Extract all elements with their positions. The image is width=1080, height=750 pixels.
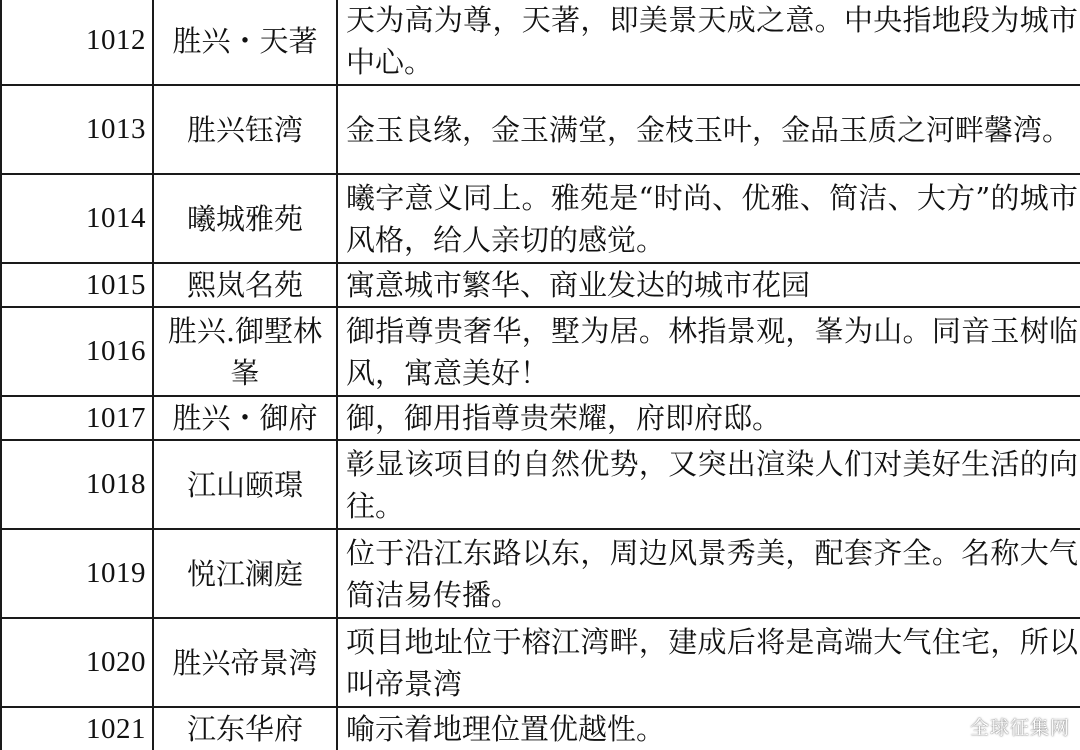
entry-number: 1018 [1, 440, 153, 529]
entry-name: 胜兴・御府 [153, 396, 337, 440]
entry-name: 江东华府 [153, 707, 337, 750]
entry-name: 曦城雅苑 [153, 174, 337, 263]
table-row [1, 707, 1080, 750]
entry-number: 1013 [1, 85, 153, 174]
entry-description: 喻示着地理位置优越性。 [337, 707, 1080, 750]
entry-name: 胜兴钰湾 [153, 85, 337, 174]
table-row [1, 307, 1080, 396]
entry-description: 彰显该项目的自然优势，又突出渲染人们对美好生活的向往。 [337, 440, 1080, 529]
entry-number: 1020 [1, 618, 153, 707]
entry-number: 1016 [1, 307, 153, 396]
entry-number: 1019 [1, 529, 153, 618]
table-row [1, 618, 1080, 707]
entry-description: 金玉良缘，金玉满堂，金枝玉叶，金品玉质之河畔馨湾。 [337, 85, 1080, 174]
entry-number: 1012 [1, 0, 153, 85]
table-row [1, 396, 1080, 440]
table-row [1, 174, 1080, 263]
entry-name: 熙岚名苑 [153, 263, 337, 307]
entry-name: 悦江澜庭 [153, 529, 337, 618]
entry-number: 1021 [1, 707, 153, 750]
entry-name: 江山颐璟 [153, 440, 337, 529]
table-row [1, 85, 1080, 174]
table-row [1, 440, 1080, 529]
entry-description: 御，御用指尊贵荣耀，府即府邸。 [337, 396, 1080, 440]
watermark: 全球征集网 [969, 717, 1070, 739]
entry-number: 1014 [1, 174, 153, 263]
entry-name: 胜兴.御墅林峯 [153, 307, 337, 396]
table-row [1, 0, 1080, 85]
table-row [1, 263, 1080, 307]
entry-description: 御指尊贵奢华，墅为居。林指景观，峯为山。同音玉树临风，寓意美好！ [337, 307, 1080, 396]
entry-number: 1015 [1, 263, 153, 307]
entry-name: 胜兴・天著 [153, 0, 337, 85]
entry-description: 位于沿江东路以东，周边风景秀美，配套齐全。名称大气简洁易传播。 [337, 529, 1080, 618]
entry-description: 曦字意义同上。雅苑是“时尚、优雅、简洁、大方”的城市风格，给人亲切的感觉。 [337, 174, 1080, 263]
table-row [1, 529, 1080, 618]
entry-description: 寓意城市繁华、商业发达的城市花园 [337, 263, 1080, 307]
entry-description: 项目地址位于榕江湾畔，建成后将是高端大气住宅，所以叫帝景湾 [337, 618, 1080, 707]
entry-description: 天为高为尊，天著，即美景天成之意。中央指地段为城市中心。 [337, 0, 1080, 85]
entry-number: 1017 [1, 396, 153, 440]
entry-name: 胜兴帝景湾 [153, 618, 337, 707]
